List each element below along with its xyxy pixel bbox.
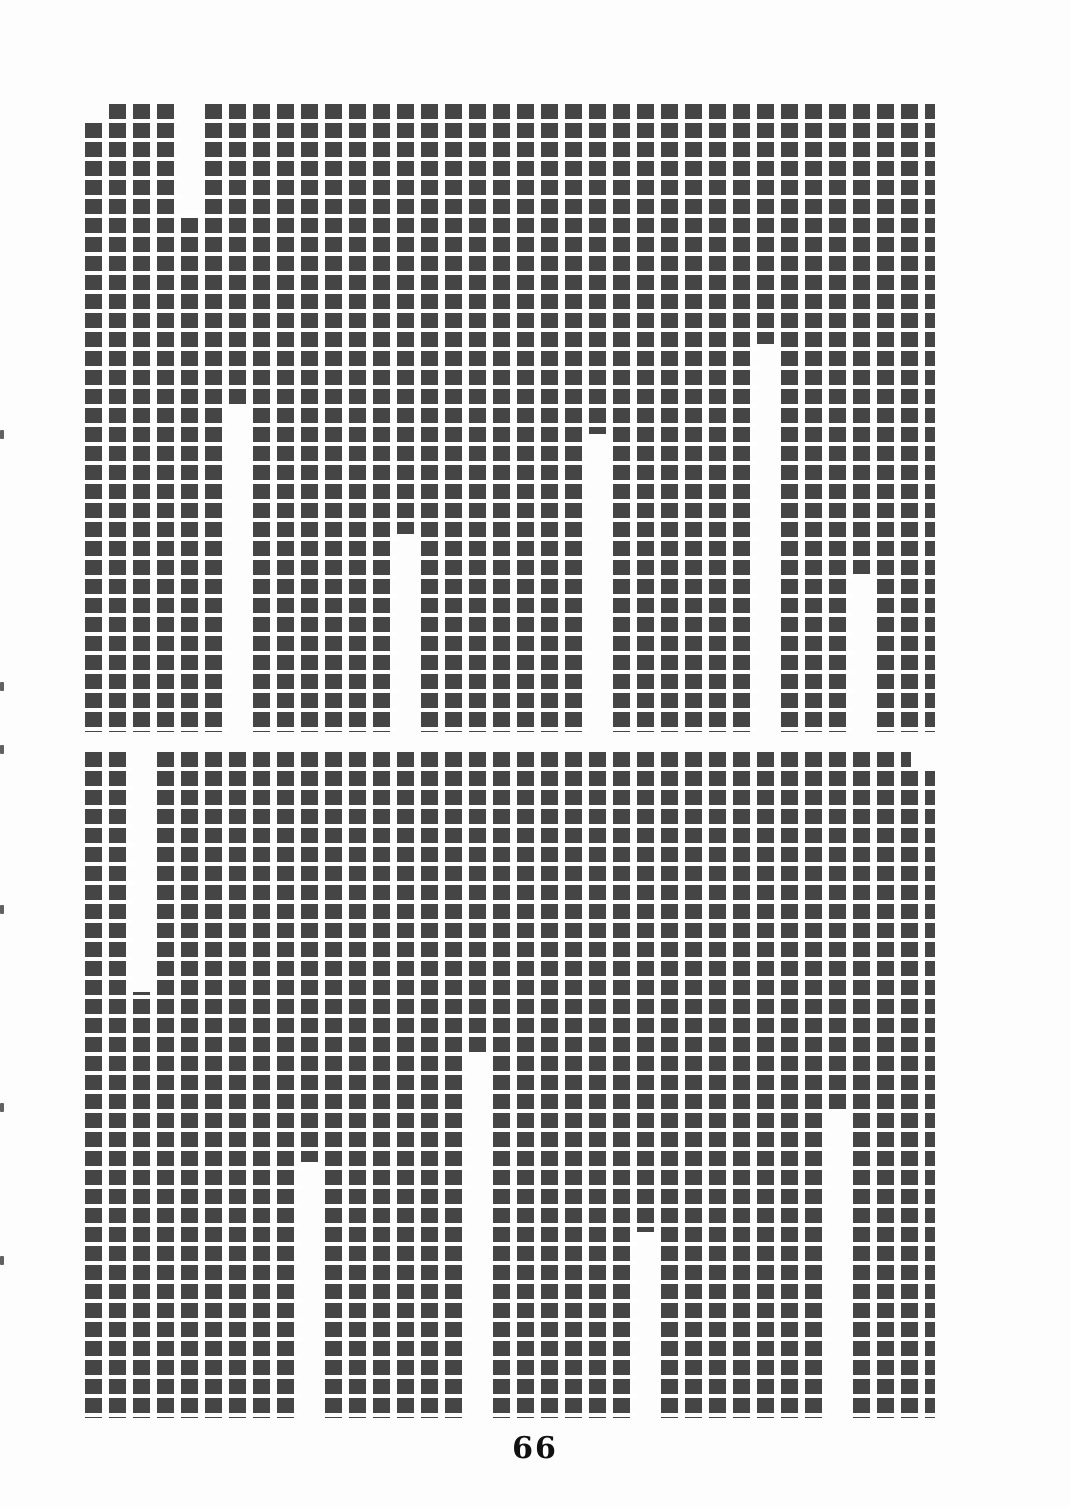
text-block-bottom [85,752,935,1418]
column-gap [853,574,877,732]
column-gap [637,1232,661,1418]
scan-artifact [0,1103,4,1112]
page-number: 66 [512,1431,558,1466]
text-block-top [85,104,935,732]
column-gap [397,534,421,732]
scan-artifact [0,745,4,754]
column-gap [829,1112,853,1418]
column-gap [181,104,205,214]
scan-artifact [0,905,4,914]
column-gap [757,344,781,732]
column-gap [85,104,103,123]
column-gap [589,434,613,732]
scan-artifact [0,1256,4,1265]
column-gap [911,752,935,771]
scan-artifact [0,682,4,691]
column-gap [301,1162,325,1418]
scan-artifact [0,430,4,439]
column-gap [469,1052,493,1418]
column-gap [133,752,157,992]
column-gap [229,404,253,732]
